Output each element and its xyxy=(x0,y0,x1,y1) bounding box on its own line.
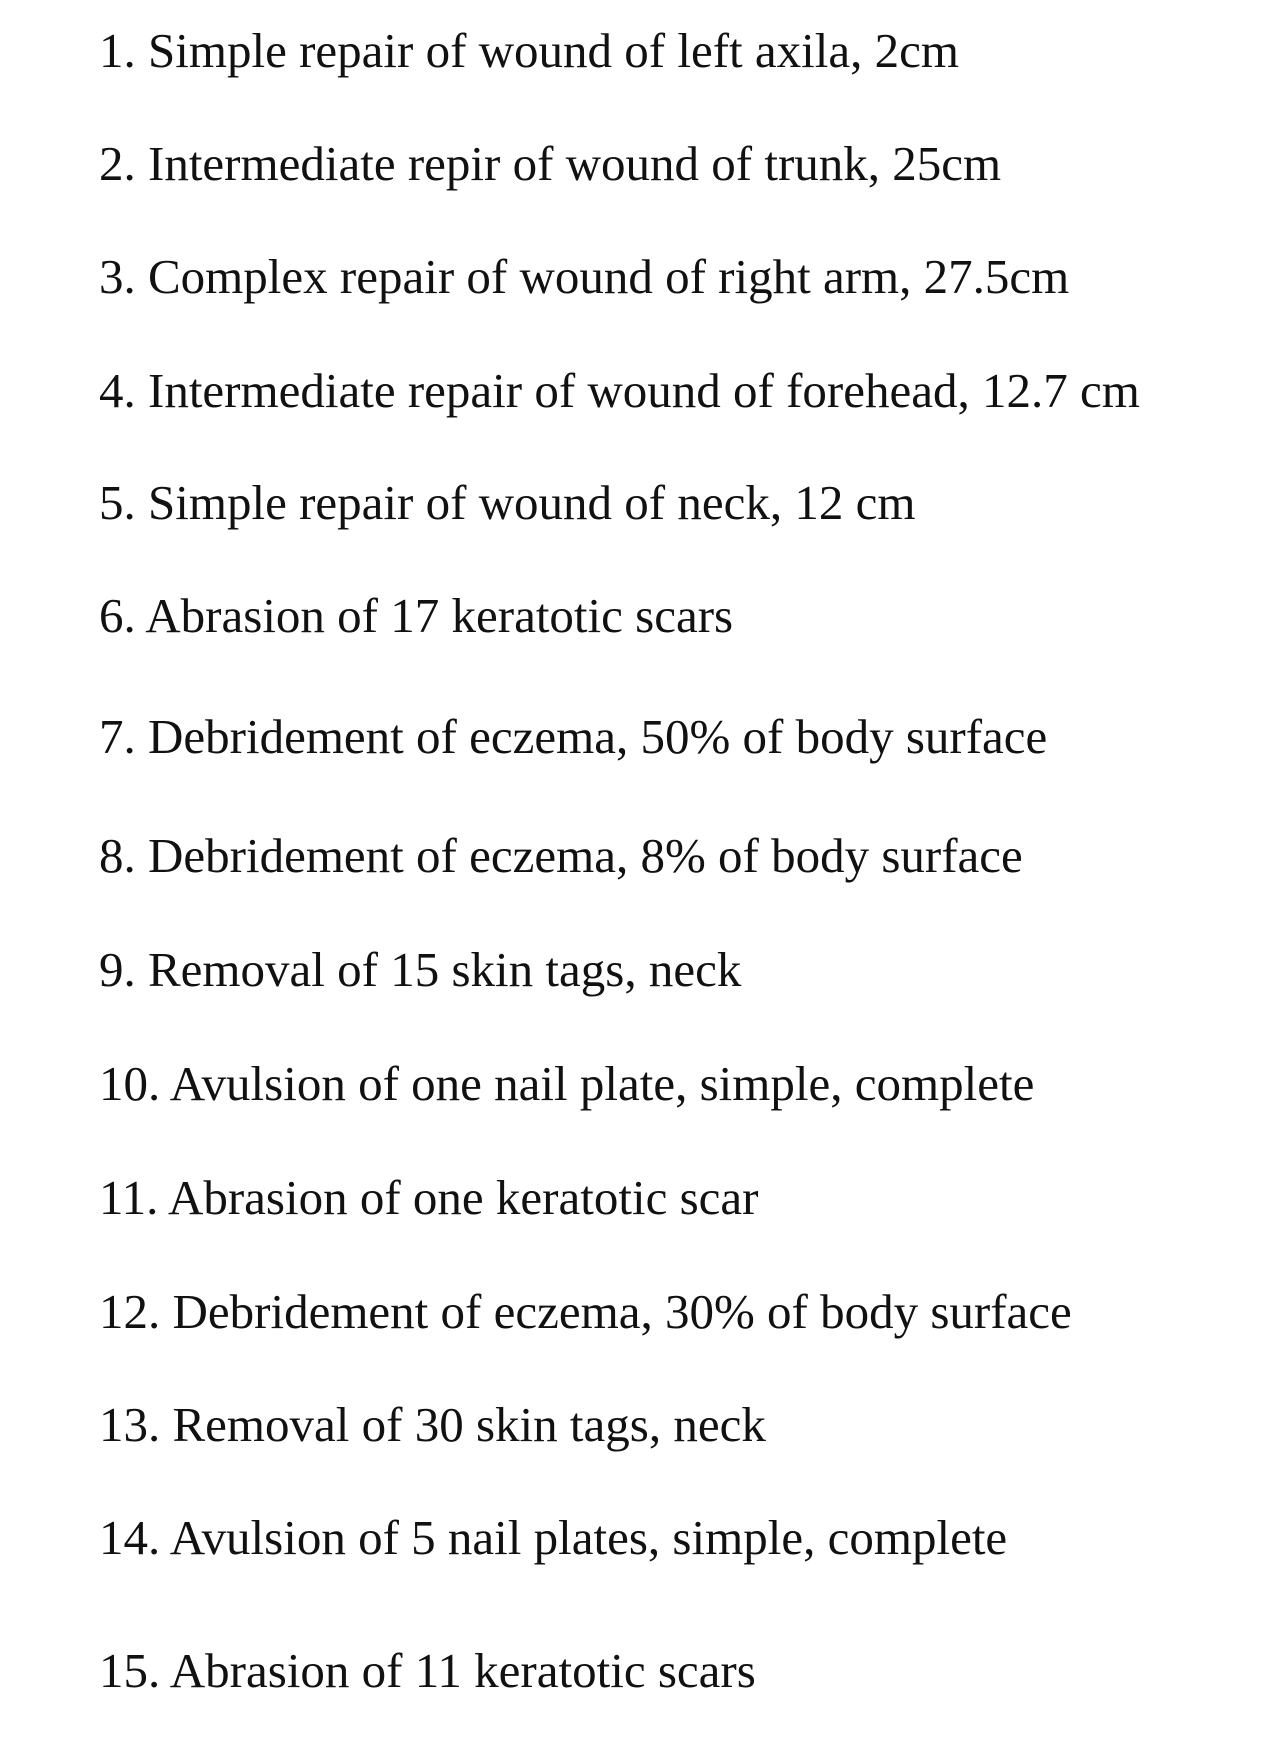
list-item: 13. Removal of 30 skin tags, neck xyxy=(99,1397,766,1452)
list-item: 6. Abrasion of 17 keratotic scars xyxy=(99,588,734,643)
list-item: 15. Abrasion of 11 keratotic scars xyxy=(99,1643,756,1698)
list-item: 11. Abrasion of one keratotic scar xyxy=(99,1170,759,1225)
list-item: 4. Intermediate repair of wound of forehead, 12.7 cm xyxy=(99,363,1140,418)
list-item: 3. Complex repair of wound of right arm, 27.5cm xyxy=(99,249,1070,304)
list-item: 9. Removal of 15 skin tags, neck xyxy=(99,942,742,997)
list-item: 14. Avulsion of 5 nail plates, simple, complete xyxy=(99,1510,1008,1565)
list-item: 5. Simple repair of wound of neck, 12 cm xyxy=(99,475,916,530)
list-item: 8. Debridement of eczema, 8% of body surface xyxy=(99,828,1023,883)
list-item: 10. Avulsion of one nail plate, simple, complete xyxy=(99,1056,1035,1111)
list-item: 1. Simple repair of wound of left axila, 2cm xyxy=(99,23,959,78)
list-item: 7. Debridement of eczema, 50% of body surface xyxy=(99,709,1048,764)
list-item: 2. Intermediate repir of wound of trunk, 25cm xyxy=(99,136,1002,191)
list-item: 12. Debridement of eczema, 30% of body surface xyxy=(99,1284,1072,1339)
